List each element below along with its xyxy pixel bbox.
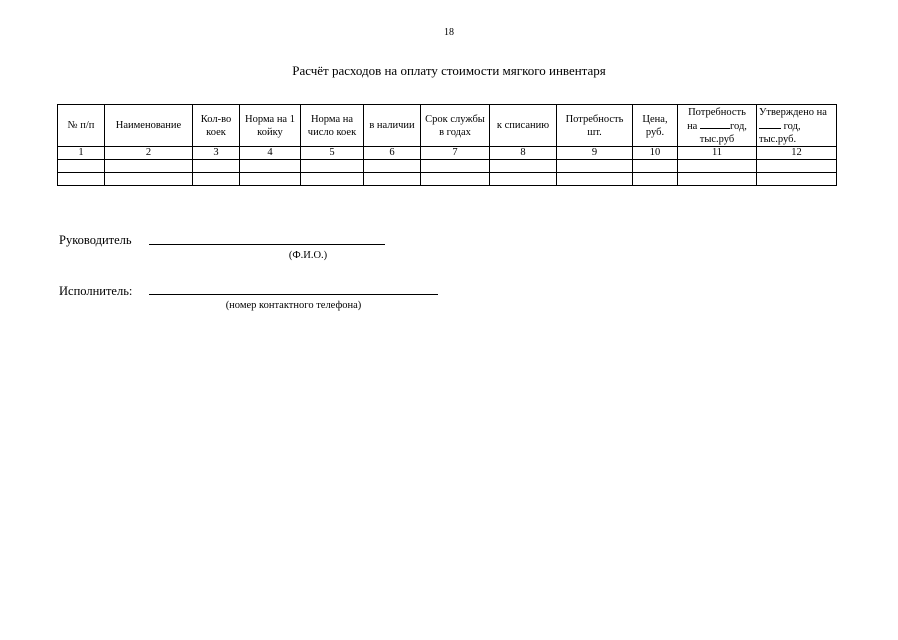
table-row: [58, 173, 837, 186]
column-number: 8: [490, 147, 557, 160]
column-number: 2: [105, 147, 193, 160]
head-label: Руководитель: [59, 233, 132, 247]
empty-cell: [557, 173, 633, 186]
header-approved-suffix: год,: [783, 120, 801, 132]
executor-caption: (номер контактного телефона): [225, 300, 362, 311]
table-row: [58, 160, 837, 173]
empty-cell: [301, 160, 364, 173]
header-need-year-prefix: на: [687, 120, 698, 132]
inventory-cost-table: [57, 104, 837, 186]
header-number: № п/п: [58, 105, 105, 147]
empty-cell: [105, 173, 193, 186]
header-price: Цена, руб.: [633, 105, 678, 147]
empty-cell: [557, 160, 633, 173]
empty-cell: [58, 173, 105, 186]
header-approved-unit: тыс.руб.: [759, 133, 797, 145]
executor-label: Исполнитель:: [59, 284, 133, 298]
empty-cell: [364, 173, 421, 186]
header-name: Наименование: [105, 105, 193, 147]
header-need-year-line1: Потребность: [688, 106, 746, 118]
column-number: 3: [193, 147, 240, 160]
empty-cell: [678, 160, 757, 173]
header-norm-total: Норма на число коек: [301, 105, 364, 147]
document-title: Расчёт расходов на оплату стоимости мягкого инвентаря: [292, 63, 606, 78]
column-number: 1: [58, 147, 105, 160]
header-approved: [757, 105, 837, 147]
empty-cell: [364, 160, 421, 173]
column-number: 6: [364, 147, 421, 160]
header-need-units: Потребность шт.: [557, 105, 633, 147]
column-numbers-row: [58, 147, 837, 160]
empty-cell: [757, 173, 837, 186]
page-number: 18: [444, 27, 454, 38]
header-need-year-unit: тыс.руб: [699, 133, 735, 145]
header-service-life: Срок службы в годах: [421, 105, 490, 147]
head-signature-line: [149, 244, 385, 245]
year-blank: [700, 119, 730, 129]
header-need-year-suffix: год,: [729, 120, 747, 132]
column-number: 12: [757, 147, 837, 160]
empty-cell: [193, 160, 240, 173]
column-number: 5: [301, 147, 364, 160]
head-caption: (Ф.И.О.): [288, 250, 328, 261]
header-need-year: [678, 105, 757, 147]
approved-year-blank: [759, 119, 781, 129]
header-beds-count: Кол-во коек: [193, 105, 240, 147]
empty-cell: [301, 173, 364, 186]
column-number: 4: [240, 147, 301, 160]
empty-cell: [757, 160, 837, 173]
empty-cell: [633, 160, 678, 173]
column-number: 11: [678, 147, 757, 160]
header-write-off: к списанию: [490, 105, 557, 147]
empty-cell: [58, 160, 105, 173]
empty-cell: [633, 173, 678, 186]
empty-cell: [490, 160, 557, 173]
empty-cell: [193, 173, 240, 186]
table-header-row: [58, 105, 837, 147]
header-norm-per-bed: Норма на 1 койку: [240, 105, 301, 147]
column-number: 9: [557, 147, 633, 160]
empty-cell: [678, 173, 757, 186]
executor-signature-line: [149, 294, 438, 295]
header-available: в наличии: [364, 105, 421, 147]
empty-cell: [105, 160, 193, 173]
empty-cell: [240, 160, 301, 173]
header-approved-line1: Утверждено на: [759, 106, 827, 118]
empty-cell: [421, 160, 490, 173]
column-number: 10: [633, 147, 678, 160]
column-number: 7: [421, 147, 490, 160]
empty-cell: [421, 173, 490, 186]
empty-cell: [490, 173, 557, 186]
empty-cell: [240, 173, 301, 186]
